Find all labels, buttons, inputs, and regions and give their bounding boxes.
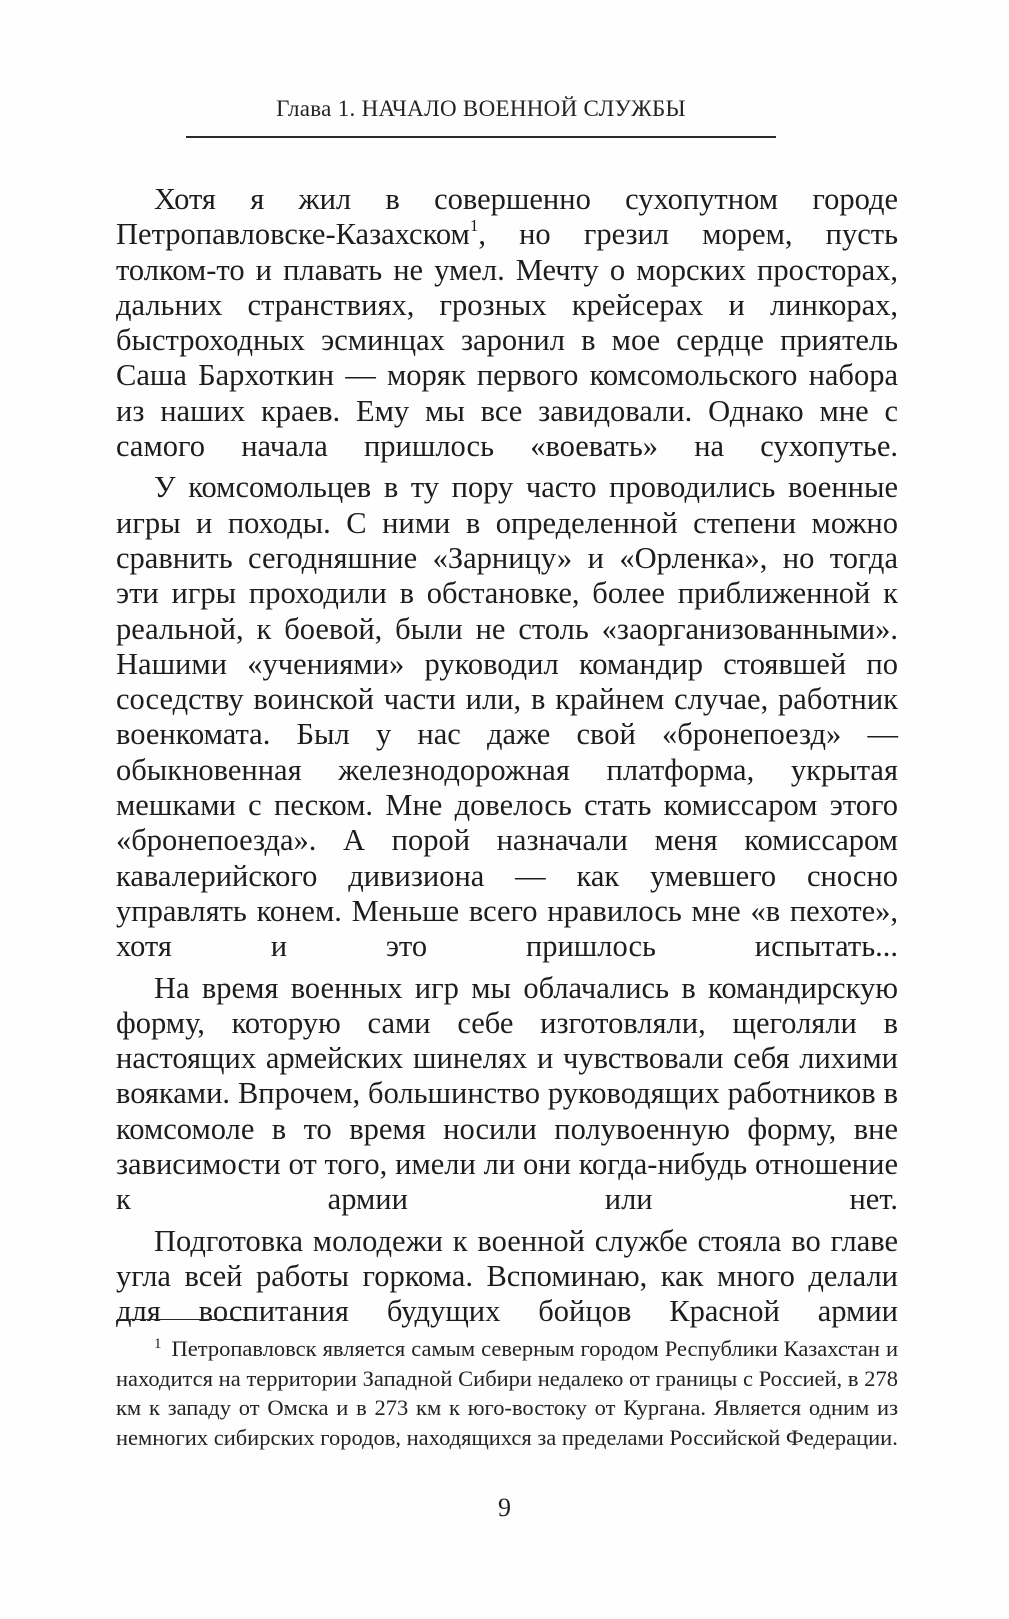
footnote <box>116 1334 898 1452</box>
footnote-rule <box>117 1319 253 1320</box>
header-rule <box>186 136 776 138</box>
footnote-mark: 1 <box>154 1336 162 1352</box>
paragraph-3: На время военных игр мы облачались в командирскую форму, которую сами себе изготовляли, щеголяли в настоящих армейских шинелях и чувствовали себя лихими вояками. Впрочем, большинство руководящих работников в комсомоле в то время носили полувоенную форму, вне зависимости от того, имели ли они когда-нибудь отношение к армии или нет. <box>116 970 898 1217</box>
body-text <box>116 182 898 1336</box>
paragraph-1 <box>116 182 898 464</box>
running-head: Глава 1. НАЧАЛО ВОЕННОЙ СЛУЖБЫ <box>276 96 686 121</box>
paragraph-2: У комсомольцев в ту пору часто проводились военные игры и походы. С ними в определенной степени можно сравнить сегодняшние «Зарницу» и «Орленка», но тогда эти игры проходили в обстановке, более приближенной к реальной, к боевой, были не столь «заорганизованными». Нашими «учениями» руководил командир стоявшей по соседству воинской части или, в крайнем случае, работник военкомата. Был у нас даже свой «бронепоезд» — обыкновенная железнодорожная платформа, укрытая мешками с песком. Мне довелось стать комиссаром этого «бронепоезда». А порой назначали меня комиссаром кавалерийского дивизиона — как умевшего сносно управлять конем. Меньше всего нравилось мне «в пехоте», хотя и это пришлось испытать... <box>116 470 898 964</box>
footnote-text: Петропавловск является самым северным городом Республики Казахстан и находится на территории Западной Сибири недалеко от границы с Россией, в 278 км к западу от Омска и в 273 км к юго-востоку от Кургана. Является одним из немногих сибирских городов, находящихся за пределами Российской Федерации. <box>116 1336 898 1450</box>
paragraph-1-start: Хотя я жил в совершенно сухопутном городе Петропавловске-Казахском <box>116 182 898 252</box>
paragraph-1-rest: , но грезил морем, пусть толком-то и плавать не умел. Мечту о морских просторах, дальних странствиях, грозных крейсерах и линкорах, быстроходных эсминцах заронил в мое сердце приятель Саша Бархоткин — моряк первого комсомольского набора из наших краев. Ему мы все завидовали. Однако мне с самого начала пришлось «воевать» на сухопутье. <box>116 217 898 464</box>
paragraph-4: Подготовка молодежи к военной службе стояла во главе угла всей работы горкома. Вспоминаю, как много делали для воспитания будущих бойцов Красной армии <box>116 1223 898 1329</box>
footnote-reference: 1 <box>469 216 479 236</box>
page-number: 9 <box>498 1493 511 1522</box>
